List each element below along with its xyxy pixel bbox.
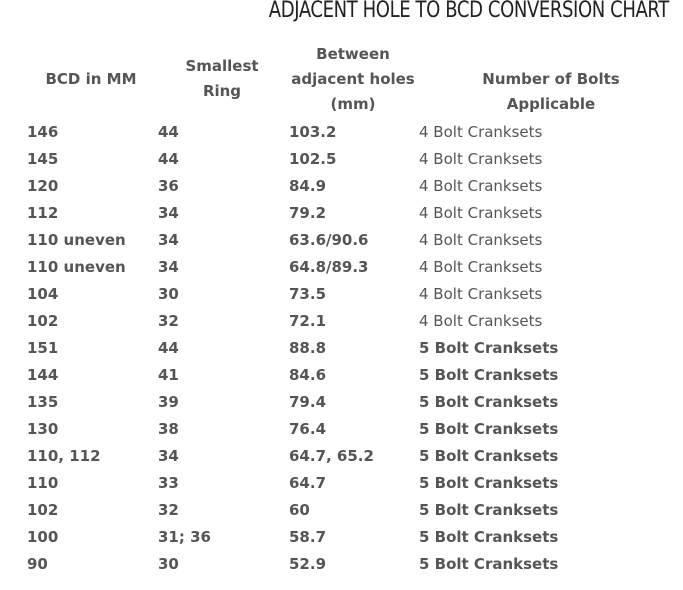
- table-row: [0, 173, 683, 200]
- cell-smallest-ring: 44: [158, 339, 179, 357]
- cell-smallest-ring: 34: [158, 231, 179, 249]
- cell-bcd: 151: [27, 339, 59, 357]
- cell-bolts: 5 Bolt Cranksets: [419, 501, 559, 519]
- header-between-holes: [286, 42, 420, 117]
- header-bcd: [40, 67, 142, 92]
- table-row: [0, 524, 683, 551]
- cell-bcd: 145: [27, 150, 59, 168]
- table-row: [0, 551, 683, 578]
- header-bolts-label: Number of Bolts Applicable: [482, 70, 620, 113]
- cell-between-holes: 79.2: [289, 204, 327, 222]
- cell-smallest-ring: 34: [158, 204, 179, 222]
- cell-smallest-ring: 41: [158, 366, 179, 384]
- cell-smallest-ring: 32: [158, 501, 179, 519]
- header-smallest-ring: [176, 54, 268, 104]
- cell-smallest-ring: 32: [158, 312, 179, 330]
- cell-between-holes: 84.6: [289, 366, 327, 384]
- table-body: [0, 119, 683, 578]
- cell-bcd: 90: [27, 555, 48, 573]
- table-row: [0, 308, 683, 335]
- cell-between-holes: 76.4: [289, 420, 327, 438]
- cell-bcd: 112: [27, 204, 59, 222]
- cell-bolts: 4 Bolt Cranksets: [419, 177, 543, 195]
- cell-bcd: 146: [27, 123, 59, 141]
- header-bcd-label: BCD in MM: [45, 70, 137, 88]
- cell-smallest-ring: 34: [158, 258, 179, 276]
- cell-bcd: 110, 112: [27, 447, 101, 465]
- cell-bcd: 102: [27, 312, 59, 330]
- cell-bolts: 4 Bolt Cranksets: [419, 312, 543, 330]
- cell-between-holes: 64.7, 65.2: [289, 447, 374, 465]
- cell-between-holes: 64.7: [289, 474, 327, 492]
- cell-bcd: 110 uneven: [27, 231, 126, 249]
- table-row: [0, 200, 683, 227]
- cell-bolts: 5 Bolt Cranksets: [419, 474, 559, 492]
- cell-smallest-ring: 39: [158, 393, 179, 411]
- cell-between-holes: 102.5: [289, 150, 337, 168]
- cell-bolts: 4 Bolt Cranksets: [419, 285, 543, 303]
- cell-bolts: 4 Bolt Cranksets: [419, 231, 543, 249]
- cell-bolts: 5 Bolt Cranksets: [419, 555, 559, 573]
- table-row: [0, 362, 683, 389]
- table-row: [0, 443, 683, 470]
- cell-bolts: 4 Bolt Cranksets: [419, 258, 543, 276]
- table-row: [0, 146, 683, 173]
- table-row: [0, 335, 683, 362]
- cell-bcd: 120: [27, 177, 59, 195]
- cell-between-holes: 60: [289, 501, 310, 519]
- cell-bolts: 5 Bolt Cranksets: [419, 447, 559, 465]
- header-ring-line2: Ring: [202, 82, 242, 100]
- cell-bolts: 5 Bolt Cranksets: [419, 393, 559, 411]
- header-between-line2: adjacent holes: [291, 70, 415, 88]
- cell-smallest-ring: 44: [158, 123, 179, 141]
- table-row: [0, 254, 683, 281]
- cell-smallest-ring: 34: [158, 447, 179, 465]
- cell-smallest-ring: 38: [158, 420, 179, 438]
- cell-between-holes: 73.5: [289, 285, 327, 303]
- cell-bcd: 100: [27, 528, 59, 546]
- table-row: [0, 416, 683, 443]
- cell-bolts: 5 Bolt Cranksets: [419, 339, 559, 357]
- cell-bcd: 104: [27, 285, 59, 303]
- cell-bcd: 135: [27, 393, 59, 411]
- header-bolts: [436, 67, 666, 117]
- cell-bolts: 4 Bolt Cranksets: [419, 204, 543, 222]
- cell-between-holes: 84.9: [289, 177, 327, 195]
- cell-bcd: 110 uneven: [27, 258, 126, 276]
- cell-smallest-ring: 36: [158, 177, 179, 195]
- cell-smallest-ring: 30: [158, 555, 179, 573]
- cell-bcd: 110: [27, 474, 59, 492]
- cell-bcd: 102: [27, 501, 59, 519]
- cell-bolts: 4 Bolt Cranksets: [419, 123, 543, 141]
- table-row: [0, 281, 683, 308]
- chart-title: ADJACENT HOLE TO BCD CONVERSION CHART: [268, 0, 669, 23]
- cell-bcd: 144: [27, 366, 59, 384]
- cell-between-holes: 72.1: [289, 312, 327, 330]
- table-row: [0, 119, 683, 146]
- header-ring-line1: Smallest: [185, 57, 259, 75]
- cell-bolts: 4 Bolt Cranksets: [419, 150, 543, 168]
- cell-between-holes: 64.8/89.3: [289, 258, 369, 276]
- cell-smallest-ring: 44: [158, 150, 179, 168]
- cell-smallest-ring: 31; 36: [158, 528, 211, 546]
- cell-between-holes: 52.9: [289, 555, 327, 573]
- cell-between-holes: 79.4: [289, 393, 327, 411]
- cell-between-holes: 88.8: [289, 339, 327, 357]
- cell-between-holes: 58.7: [289, 528, 327, 546]
- cell-bolts: 5 Bolt Cranksets: [419, 528, 559, 546]
- header-between-line3: (mm): [330, 95, 376, 113]
- table-row: [0, 389, 683, 416]
- cell-smallest-ring: 30: [158, 285, 179, 303]
- cell-bcd: 130: [27, 420, 59, 438]
- header-between-line1: Between: [316, 45, 390, 63]
- table-row: [0, 227, 683, 254]
- cell-smallest-ring: 33: [158, 474, 179, 492]
- cell-bolts: 5 Bolt Cranksets: [419, 366, 559, 384]
- table-row: [0, 497, 683, 524]
- table-row: [0, 470, 683, 497]
- cell-between-holes: 63.6/90.6: [289, 231, 369, 249]
- cell-bolts: 5 Bolt Cranksets: [419, 420, 559, 438]
- cell-between-holes: 103.2: [289, 123, 337, 141]
